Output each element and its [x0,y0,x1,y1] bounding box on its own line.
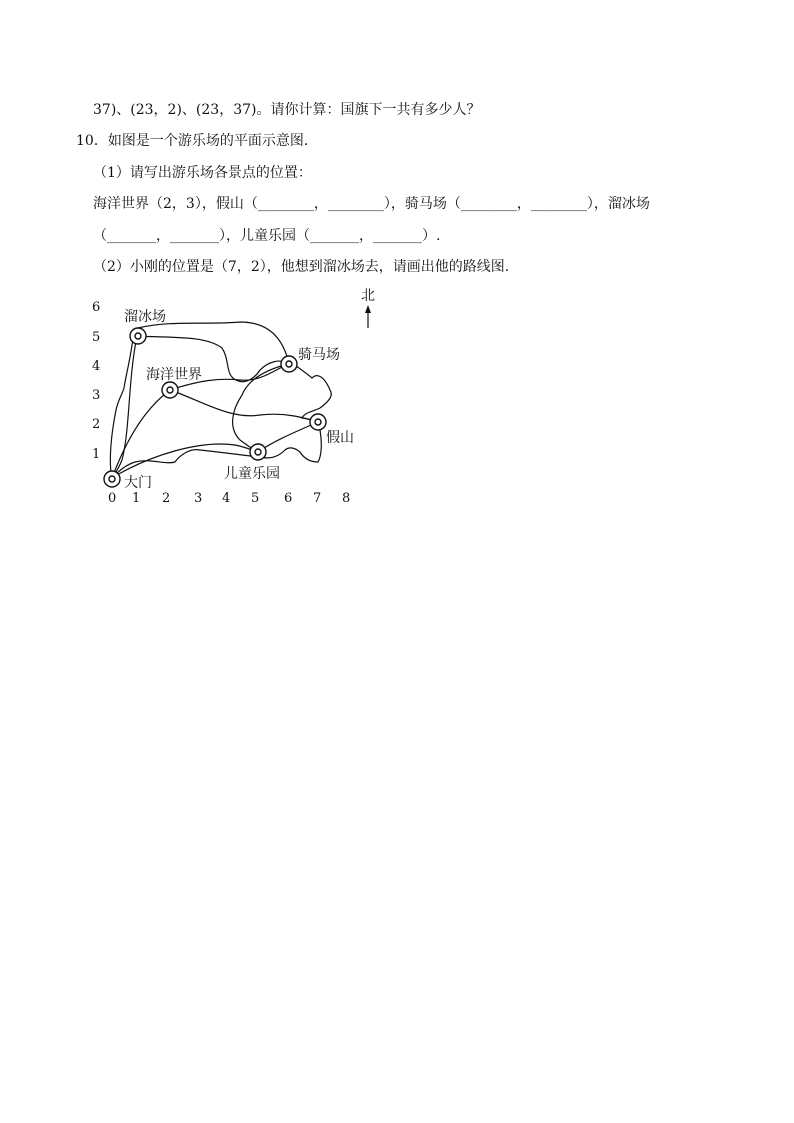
x-tick-7: 7 [313,491,322,506]
horse-field-marker-icon [281,356,297,372]
y-tick-3: 3 [92,388,101,403]
park-paths [110,322,331,478]
path-children-rockery [258,422,318,452]
y-tick-6: 6 [92,300,101,315]
x-tick-0: 0 [108,491,117,506]
y-tick-1: 1 [92,447,101,462]
x-tick-2: 2 [162,491,171,506]
ocean-world-marker-icon [162,382,178,398]
path-ocean-rockery [170,390,318,422]
children-park-marker-icon [250,444,266,460]
label-children-park: 儿童乐园 [224,466,280,482]
part1-line1: 海洋世界（2，3），假山（________，________），骑马场（________，________），溜冰场 [93,196,650,212]
rockery-marker-icon [310,414,326,430]
north-label: 北 [361,288,375,304]
north-arrow-icon [365,305,371,328]
gate-marker-icon [104,471,120,487]
part1-prompt: （1）请写出游乐场各景点的位置： [93,165,312,181]
label-ocean-world: 海洋世界 [146,367,202,383]
problem10-stem: 10．如图是一个游乐场的平面示意图． [76,133,318,149]
part1-line2: （_______，_______），儿童乐园（_______，_______）. [93,228,441,244]
path-ocean-gate [112,390,170,478]
x-tick-8: 8 [342,491,351,506]
outer-boundary-path [110,322,331,478]
label-rockery: 假山 [326,430,354,446]
path-skating-gate [112,336,137,478]
label-gate: 大门 [124,475,152,491]
x-tick-5: 5 [251,491,260,506]
y-tick-5: 5 [92,330,101,345]
y-tick-4: 4 [92,359,101,374]
x-tick-4: 4 [222,491,231,506]
skating-rink-marker-icon [130,328,146,344]
part2-prompt: （2）小刚的位置是（7，2），他想到溜冰场去，请画出他的路线图. [93,259,510,275]
x-tick-1: 1 [132,491,141,506]
x-tick-3: 3 [194,491,203,506]
label-skating-rink: 溜冰场 [124,309,166,325]
x-tick-6: 6 [284,491,293,506]
label-horse-field: 骑马场 [298,347,340,363]
problem9-continuation: 37)、(23，2)、(23，37)。请你计算：国旗下一共有多少人？ [93,102,481,118]
y-tick-2: 2 [92,417,101,432]
